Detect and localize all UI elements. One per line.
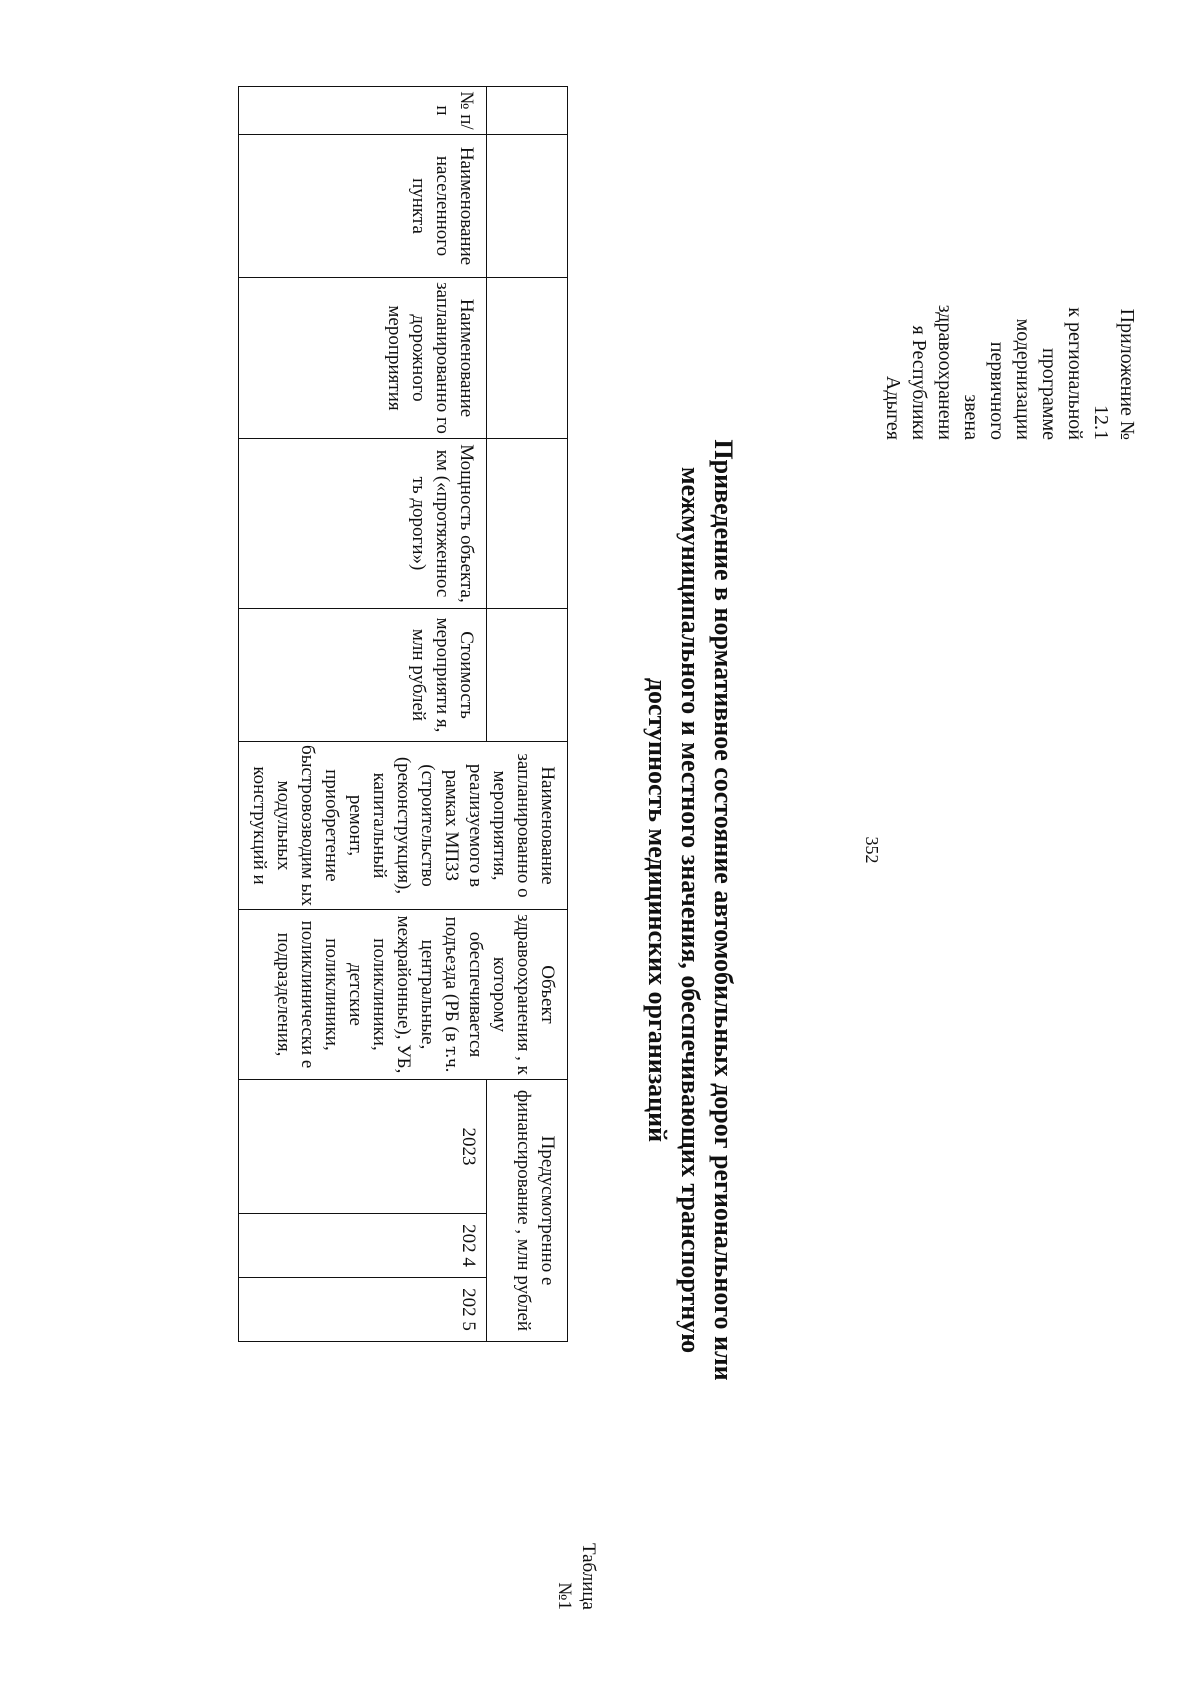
header-year-2025: 202 5 bbox=[239, 1278, 487, 1342]
header-health-object: Объект здравоохранения , к которому обеспечивается подъезда (РБ (в т.ч. центральные, межрайонные), УБ, поликлиники, детские поликлиники, поликлинически е подразделения, bbox=[239, 910, 568, 1080]
appendix-line: звена bbox=[960, 394, 982, 440]
page-number: 352 bbox=[862, 836, 882, 864]
table-label bbox=[552, 1540, 600, 1610]
title-line: Приведение в нормативное состояние автомобильных дорог регионального или bbox=[709, 439, 738, 1381]
header-spacer-cell bbox=[487, 278, 568, 439]
header-spacer-cell bbox=[487, 87, 568, 135]
appendix-reference bbox=[882, 90, 1140, 440]
table-header-row bbox=[487, 87, 568, 1342]
appendix-line: Приложение № bbox=[1116, 308, 1138, 440]
header-spacer-cell bbox=[487, 609, 568, 742]
appendix-line: я Республики bbox=[908, 325, 930, 440]
header-mpzz-event: Наименование запланированно о мероприятия, реализуемого в рамках МПЗЗ (строительство (реконструкция), капитальный ремонт, приобретение быстровозводим ых модульных конструкций и bbox=[239, 742, 568, 910]
appendix-line: модернизации bbox=[1012, 318, 1034, 440]
header-year-2024: 202 4 bbox=[239, 1214, 487, 1278]
appendix-line: к региональной bbox=[1064, 307, 1086, 440]
document-title bbox=[641, 380, 740, 1440]
table-label-word: Таблица bbox=[578, 1542, 599, 1610]
appendix-line: программе bbox=[1038, 348, 1060, 440]
table-label-number: №1 bbox=[554, 1582, 575, 1610]
title-line: доступность медицинских организаций bbox=[643, 677, 672, 1143]
appendix-line: первичного bbox=[986, 341, 1008, 440]
table-header-row bbox=[239, 87, 487, 1342]
header-capacity: Мощность объекта, км («протяженнос ть дороги») bbox=[239, 439, 487, 609]
header-year-2023: 2023 bbox=[239, 1080, 487, 1214]
header-settlement: Наименование населенного пункта bbox=[239, 135, 487, 278]
header-spacer-cell bbox=[487, 439, 568, 609]
appendix-line: 12.1 bbox=[1090, 405, 1112, 440]
appendix-line: Адыгея bbox=[882, 375, 904, 440]
title-line: межмуниципального и местного значения, обеспечивающих транспортную bbox=[676, 466, 705, 1354]
header-financing: Предусмотренно е финансирование , млн рублей bbox=[487, 1080, 568, 1342]
roads-table bbox=[238, 86, 568, 1342]
header-number: № п/ п bbox=[239, 87, 487, 135]
header-cost: Стоимость мероприяти я, млн рублей bbox=[239, 609, 487, 742]
header-spacer-cell bbox=[487, 135, 568, 278]
appendix-line: здравоохранени bbox=[934, 304, 956, 440]
header-road-event: Наименование запланированно го дорожного мероприятия bbox=[239, 278, 487, 439]
